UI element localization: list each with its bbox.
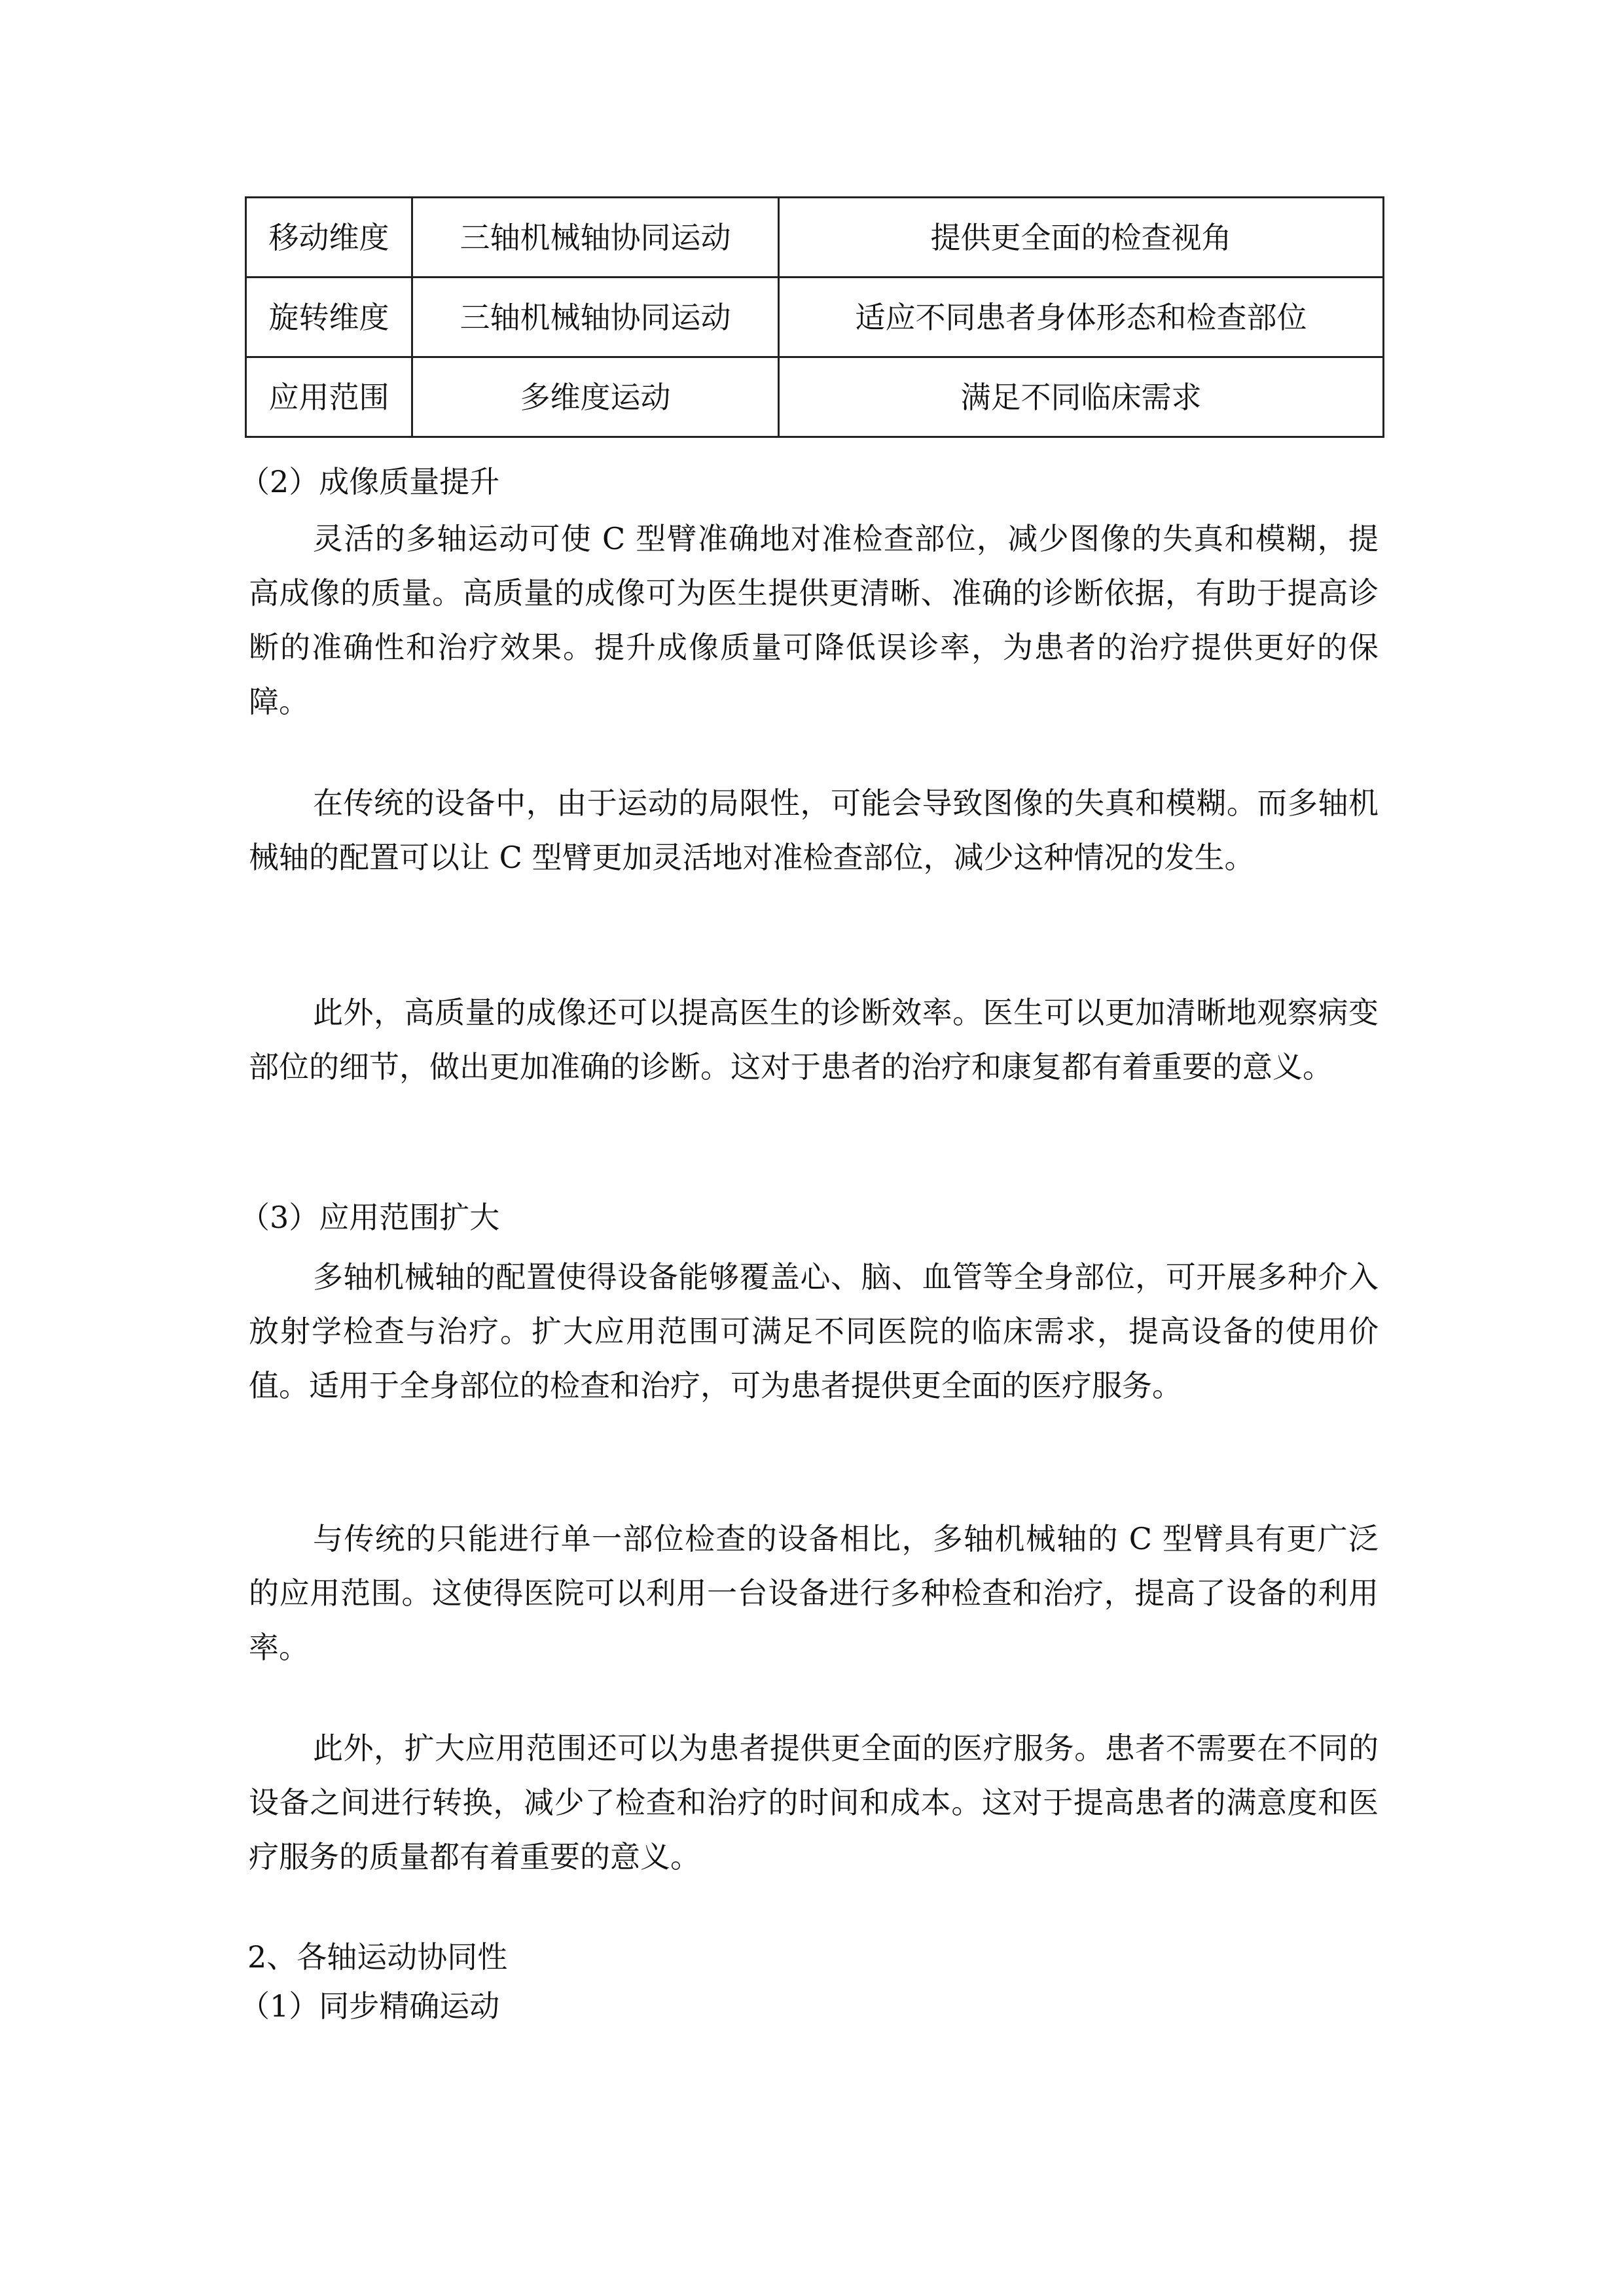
- scope-expansion-heading: （3）应用范围扩大: [240, 1200, 500, 1235]
- table-row: [246, 198, 1384, 278]
- imaging-paragraph-1: 灵活的多轴运动可使 C 型臂准确地对准检查部位，减少图像的失真和模糊，提高成像的质量。高质量的成像可为医生提供更清晰、准确的诊断依据，有助于提高诊断的准确性和治疗效果。提升成像质量可降低误诊率，为患者的治疗提供更好的保障。: [249, 521, 1379, 719]
- table-cell: 应用范围: [246, 357, 412, 437]
- imaging-paragraph-2: 在传统的设备中，由于运动的局限性，可能会导致图像的失真和模糊。而多轴机械轴的配置可以让 C 型臂更加灵活地对准检查部位，减少这种情况的发生。: [249, 785, 1379, 875]
- imaging-paragraph-3: 此外，高质量的成像还可以提高医生的诊断效率。医生可以更加清晰地观察病变部位的细节，做出更加准确的诊断。这对于患者的治疗和康复都有着重要的意义。: [249, 995, 1379, 1085]
- table-cell: 多维度运动: [412, 357, 779, 437]
- table-row: [246, 357, 1384, 437]
- scope-paragraph-3: 此外，扩大应用范围还可以为患者提供更全面的医疗服务。患者不需要在不同的设备之间进行转换，减少了检查和治疗的时间和成本。这对于提高患者的满意度和医疗服务的质量都有着重要的意义。: [249, 1731, 1379, 1874]
- table-cell: 移动维度: [246, 198, 412, 278]
- table-cell: 三轴机械轴协同运动: [412, 198, 779, 278]
- table-cell: 满足不同临床需求: [779, 357, 1384, 437]
- table-row: [246, 278, 1384, 357]
- imaging-quality-heading: （2）成像质量提升: [240, 464, 500, 499]
- table-cell: 旋转维度: [246, 278, 412, 357]
- table-cell: 提供更全面的检查视角: [779, 198, 1384, 278]
- table-cell: 三轴机械轴协同运动: [412, 278, 779, 357]
- scope-paragraph-2: 与传统的只能进行单一部位检查的设备相比，多轴机械轴的 C 型臂具有更广泛的应用范围。这使得医院可以利用一台设备进行多种检查和治疗，提高了设备的利用率。: [249, 1521, 1379, 1665]
- spec-table: [245, 196, 1384, 438]
- scope-paragraph-1: 多轴机械轴的配置使得设备能够覆盖心、脑、血管等全身部位，可开展多种介入放射学检查与治疗。扩大应用范围可满足不同医院的临床需求，提高设备的使用价值。适用于全身部位的检查和治疗，可为患者提供更全面的医疗服务。: [249, 1259, 1379, 1403]
- axis-coordination-heading: 2、各轴运动协同性: [247, 1939, 508, 1975]
- table-cell: 适应不同患者身体形态和检查部位: [779, 278, 1384, 357]
- sync-motion-heading: （1）同步精确运动: [240, 1988, 500, 2024]
